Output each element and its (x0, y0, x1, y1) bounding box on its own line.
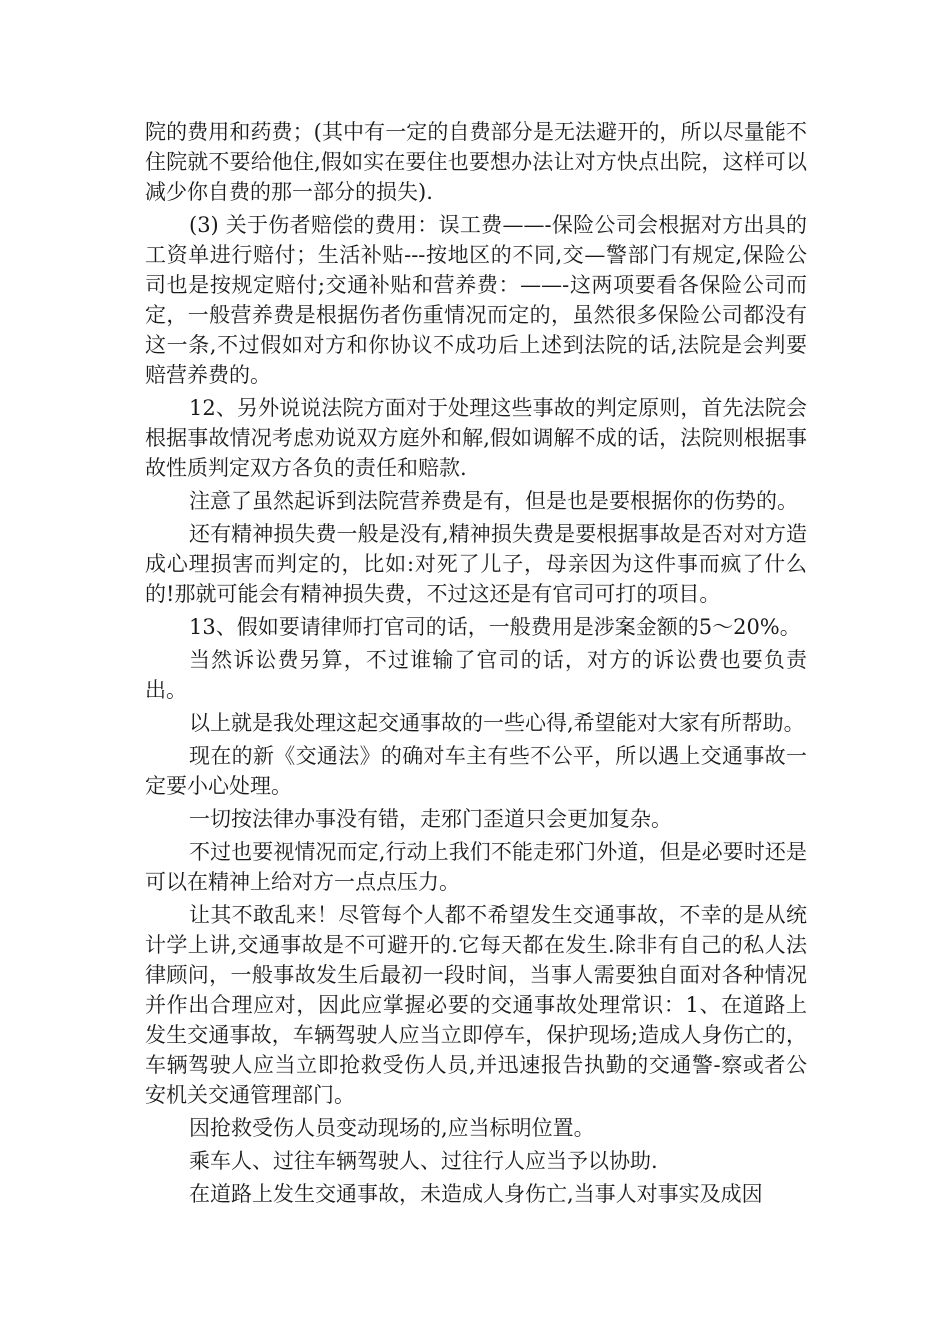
paragraph: 一切按法律办事没有错，走邪门歪道只会更加复杂。 (189, 807, 672, 831)
paragraph: 乘车人、过往车辆驾驶人、过往行人应当予以协助. (189, 1149, 658, 1173)
paragraph: 13、假如要请律师打官司的话，一般费用是涉案金额的5～20%。 (189, 615, 801, 639)
paragraph: 现在的新《交通法》的确对车主有些不公平，所以遇上交通事故一定要小心处理。 (145, 744, 807, 798)
paragraph: 在道路上发生交通事故，未造成人身伤亡,当事人对事实及成因 (189, 1182, 763, 1206)
paragraph: 注意了虽然起诉到法院营养费是有，但是也是要根据你的伤势的。 (189, 489, 798, 513)
paragraph: 让其不敢乱来！尽管每个人都不希望发生交通事故，不幸的是从统计学上讲,交通事故是不可避开的.它每天都在发生.除非有自己的私人法律顾问，一般事故发生后最初一段时间，当事人需要独自面对各种情况并作出合理应对，因此应掌握必要的交通事故处理常识：1、在道路上发生交通事故，车辆驾驶人应当立即停车，保护现场;造成人身伤亡的，车辆驾驶人应当立即抢救受伤人员,并迅速报告执勤的交通警-察或者公安机关交通管理部门。 (145, 903, 807, 1107)
paragraph: (3) 关于伤者赔偿的费用：误工费——-保险公司会根据对方出具的工资单进行赔付；生活补贴---按地区的不同,交—警部门有规定,保险公司也是按规定赔付;交通补贴和营养费：——-这两项要看各保险公司而定，一般营养费是根据伤者伤重情况而定的，虽然很多保险公司都没有这一条,不过假如对方和你协议不成功后上述到法院的话,法院是会判要赔营养费的。 (145, 213, 807, 387)
paragraph: 当然诉讼费另算，不过谁输了官司的话，对方的诉讼费也要负责出。 (145, 648, 807, 702)
paragraph: 12、另外说说法院方面对于处理这些事故的判定原则，首先法院会根据事故情况考虑劝说双方庭外和解,假如调解不成的话，法院则根据事故性质判定双方各负的责任和赔款. (145, 396, 807, 480)
paragraph: 还有精神损失费一般是没有,精神损失费是要根据事故是否对对方造成心理损害而判定的，比如:对死了儿子，母亲因为这件事而疯了什么的!那就可能会有精神损失费，不过这还是有官司可打的项目。 (145, 522, 807, 606)
paragraph: 以上就是我处理这起交通事故的一些心得,希望能对大家有所帮助。 (189, 711, 805, 735)
paragraph: 因抢救受伤人员变动现场的,应当标明位置。 (189, 1116, 595, 1140)
paragraph: 院的费用和药费；(其中有一定的自费部分是无法避开的，所以尽量能不住院就不要给他住,假如实在要住也要想办法让对方快点出院，这样可以减少你自费的那一部分的损失). (145, 120, 807, 204)
document-body (145, 117, 807, 1212)
paragraph: 不过也要视情况而定,行动上我们不能走邪门外道，但是必要时还是可以在精神上给对方一点点压力。 (145, 840, 807, 894)
